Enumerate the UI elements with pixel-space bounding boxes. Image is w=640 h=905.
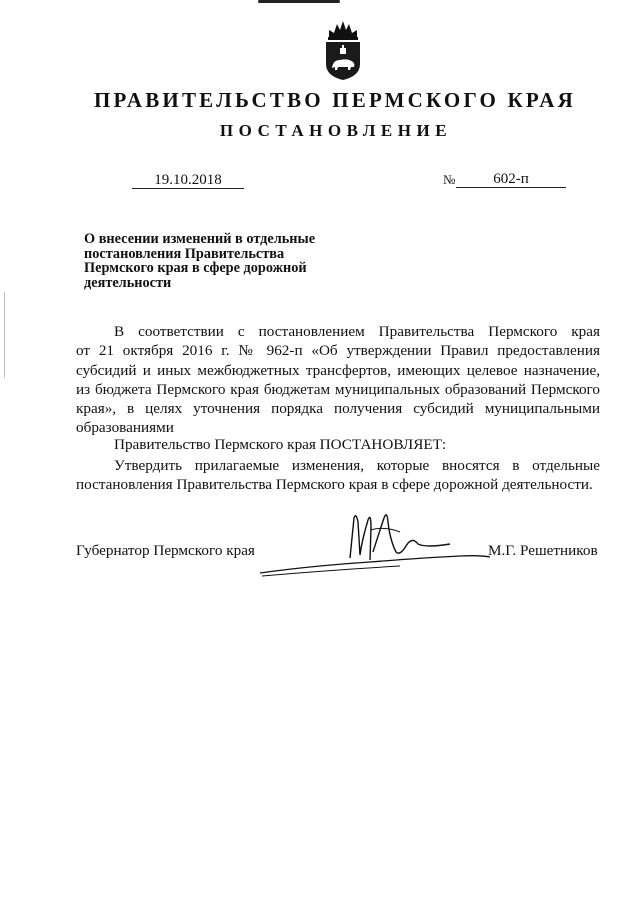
signer-name: М.Г. Решетников	[488, 542, 598, 559]
government-title: ПРАВИТЕЛЬСТВО ПЕРМСКОГО КРАЯ	[93, 88, 576, 112]
number-label: №	[443, 172, 456, 187]
text-line: постановления Правительства Пермского края в сфере дорожной деятельности.	[76, 476, 593, 494]
preamble-paragraph	[76, 322, 600, 438]
coat-of-arms-icon	[323, 18, 363, 82]
subject-line: деятельности	[84, 274, 172, 291]
scan-mark-top	[258, 0, 340, 3]
scan-mark-left	[4, 292, 5, 378]
document-number: 602-п	[456, 172, 566, 188]
text-line: из бюджета Пермского края бюджетам муниципальных образований Пермского	[76, 380, 600, 398]
text-line: образованиями	[76, 419, 174, 437]
handwritten-signature	[250, 500, 500, 590]
text-line: края», в целях уточнения порядка получения субсидий муниципальными	[76, 400, 600, 418]
subject-line: постановления Правительства	[84, 245, 285, 262]
text-line: субсидий и иных межбюджетных трансфертов, имеющих целевое назначение,	[76, 361, 600, 379]
text-line: Утвердить прилагаемые изменения, которые вносятся в отдельные	[114, 457, 600, 474]
resolution-paragraph	[76, 456, 600, 495]
text-line: от 21 октября 2016 г. № 962-п «Об утверждении Правил предоставления	[76, 342, 600, 360]
resolution-statement: Правительство Пермского края ПОСТАНОВЛЯЕТ:	[114, 436, 447, 453]
text-line: В соответствии с постановлением Правительства Пермского края	[114, 323, 600, 340]
subject-line: О внесении изменений в отдельные	[84, 231, 316, 247]
document-subject	[84, 232, 344, 290]
subject-line: Пермского края в сфере дорожной	[84, 260, 307, 277]
signer-title: Губернатор Пермского края	[76, 542, 255, 559]
document-date: 19.10.2018	[132, 173, 244, 189]
document-type: ПОСТАНОВЛЕНИЕ	[219, 121, 453, 140]
